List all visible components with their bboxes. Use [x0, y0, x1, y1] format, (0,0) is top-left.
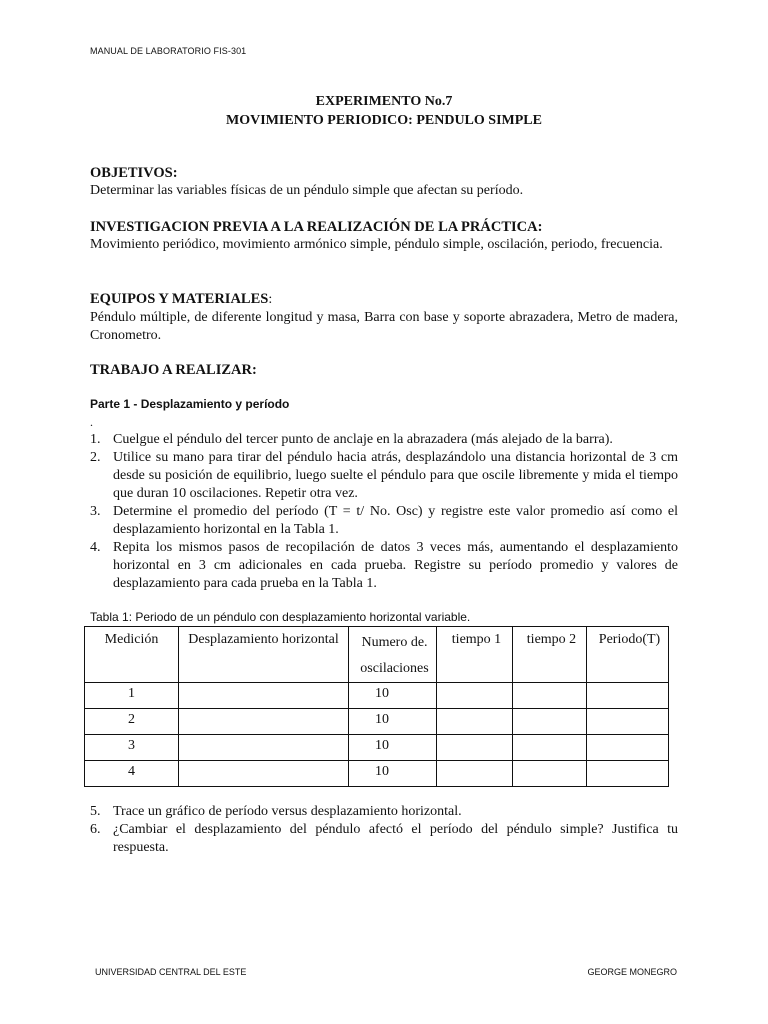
header-tiempo2: tiempo 2 [513, 627, 587, 683]
header-medicion: Medición [85, 627, 179, 683]
cell-oscilaciones: 10 [349, 735, 437, 761]
cell-oscilaciones: 10 [349, 683, 437, 709]
page-header: MANUAL DE LABORATORIO FIS-301 [90, 46, 247, 56]
cell-desplazamiento [179, 735, 349, 761]
trabajo-heading: TRABAJO A REALIZAR: [90, 362, 257, 378]
cell-tiempo2 [513, 709, 587, 735]
list-item [90, 431, 678, 449]
cell-medicion: 3 [85, 735, 179, 761]
cell-tiempo2 [513, 683, 587, 709]
cell-medicion: 2 [85, 709, 179, 735]
equipos-colon: : [268, 292, 273, 307]
list-item [90, 539, 678, 593]
header-oscilaciones: Numero de. oscilaciones [349, 627, 437, 683]
table-caption-text: Periodo de un péndulo con desplazamiento horizontal variable. [132, 610, 471, 624]
data-table [84, 626, 669, 787]
cell-desplazamiento [179, 683, 349, 709]
list-item [90, 503, 678, 539]
list-item [90, 803, 678, 821]
step-text: Trace un gráfico de período versus desplazamiento horizontal. [113, 804, 462, 819]
table-row [85, 761, 669, 787]
section-trabajo [90, 361, 678, 379]
section-investigacion [90, 218, 678, 254]
step-text: Utilice su mano para tirar del péndulo hacia atrás, desplazándolo una distancia horizontal de 3 cm desde su posición de equilibrio, luego suelte el péndulo para que oscile libremente y mida el tiempo que duran 10 oscilaciones. Repetir otra vez. [113, 450, 678, 501]
parte1-dot: . [90, 415, 93, 429]
objetivos-text: Determinar las variables físicas de un péndulo simple que afectan su período. [90, 183, 524, 198]
table-caption [90, 610, 470, 624]
cell-oscilaciones: 10 [349, 761, 437, 787]
list-item [90, 449, 678, 503]
table-row [85, 709, 669, 735]
step-number: 5. [90, 804, 101, 819]
step-text: ¿Cambiar el desplazamiento del péndulo afectó el período del péndulo simple? Justifica tu respuesta. [113, 822, 678, 855]
cell-periodo [587, 709, 669, 735]
objetivos-heading: OBJETIVOS: [90, 165, 178, 181]
step-number: 6. [90, 822, 101, 837]
list-item [90, 821, 678, 857]
investigacion-heading: INVESTIGACION PREVIA A LA REALIZACIÓN DE LA PRÁCTICA: [90, 219, 543, 235]
cell-tiempo1 [437, 683, 513, 709]
investigacion-text: Movimiento periódico, movimiento armónico simple, péndulo simple, oscilación, periodo, frecuencia. [90, 237, 663, 252]
cell-periodo [587, 761, 669, 787]
cell-tiempo1 [437, 761, 513, 787]
cell-oscilaciones: 10 [349, 709, 437, 735]
header-desplazamiento: Desplazamiento horizontal [179, 627, 349, 683]
cell-tiempo2 [513, 735, 587, 761]
step-text: Determine el promedio del período (T = t/ No. Osc) y registre este valor promedio así como el desplazamiento horizontal en la Tabla 1. [113, 504, 678, 537]
cell-tiempo2 [513, 761, 587, 787]
equipos-heading: EQUIPOS Y MATERIALES [90, 291, 269, 307]
header-periodo: Periodo(T) [587, 627, 669, 683]
header-tiempo1: tiempo 1 [437, 627, 513, 683]
table-caption-label: Tabla 1: [90, 610, 133, 624]
cell-periodo [587, 683, 669, 709]
step-number: 2. [90, 450, 101, 465]
step-text: Repita los mismos pasos de recopilación de datos 3 veces más, aumentando el desplazamiento horizontal en 3 cm adicionales en cada prueba. Registre su período promedio y valores de desplazamiento para cada prueba en la Tabla 1. [113, 540, 678, 591]
cell-desplazamiento [179, 761, 349, 787]
cell-tiempo1 [437, 735, 513, 761]
experiment-number: EXPERIMENTO No.7 [315, 94, 453, 109]
step-text: Cuelgue el péndulo del tercer punto de anclaje en la abrazadera (más alejado de la barra). [113, 432, 613, 447]
steps-list-after [90, 803, 678, 857]
document-title [90, 92, 678, 130]
table-row [85, 683, 669, 709]
cell-medicion: 4 [85, 761, 179, 787]
experiment-title: MOVIMIENTO PERIODICO: PENDULO SIMPLE [226, 113, 542, 128]
cell-desplazamiento [179, 709, 349, 735]
table-row [85, 735, 669, 761]
table-header-row [85, 627, 669, 683]
cell-periodo [587, 735, 669, 761]
step-number: 4. [90, 540, 101, 555]
equipos-text: Péndulo múltiple, de diferente longitud y masa, Barra con base y soporte abrazadera, Metro de madera, Cronometro. [90, 310, 678, 343]
section-objetivos [90, 164, 678, 200]
steps-list [90, 431, 678, 593]
footer-author: GEORGE MONEGRO [587, 967, 677, 977]
cell-medicion: 1 [85, 683, 179, 709]
parte1-heading: Parte 1 - Desplazamiento y período [90, 397, 290, 411]
step-number: 1. [90, 432, 101, 447]
cell-tiempo1 [437, 709, 513, 735]
footer-university: UNIVERSIDAD CENTRAL DEL ESTE [95, 967, 247, 977]
step-number: 3. [90, 504, 101, 519]
section-equipos [90, 290, 678, 345]
